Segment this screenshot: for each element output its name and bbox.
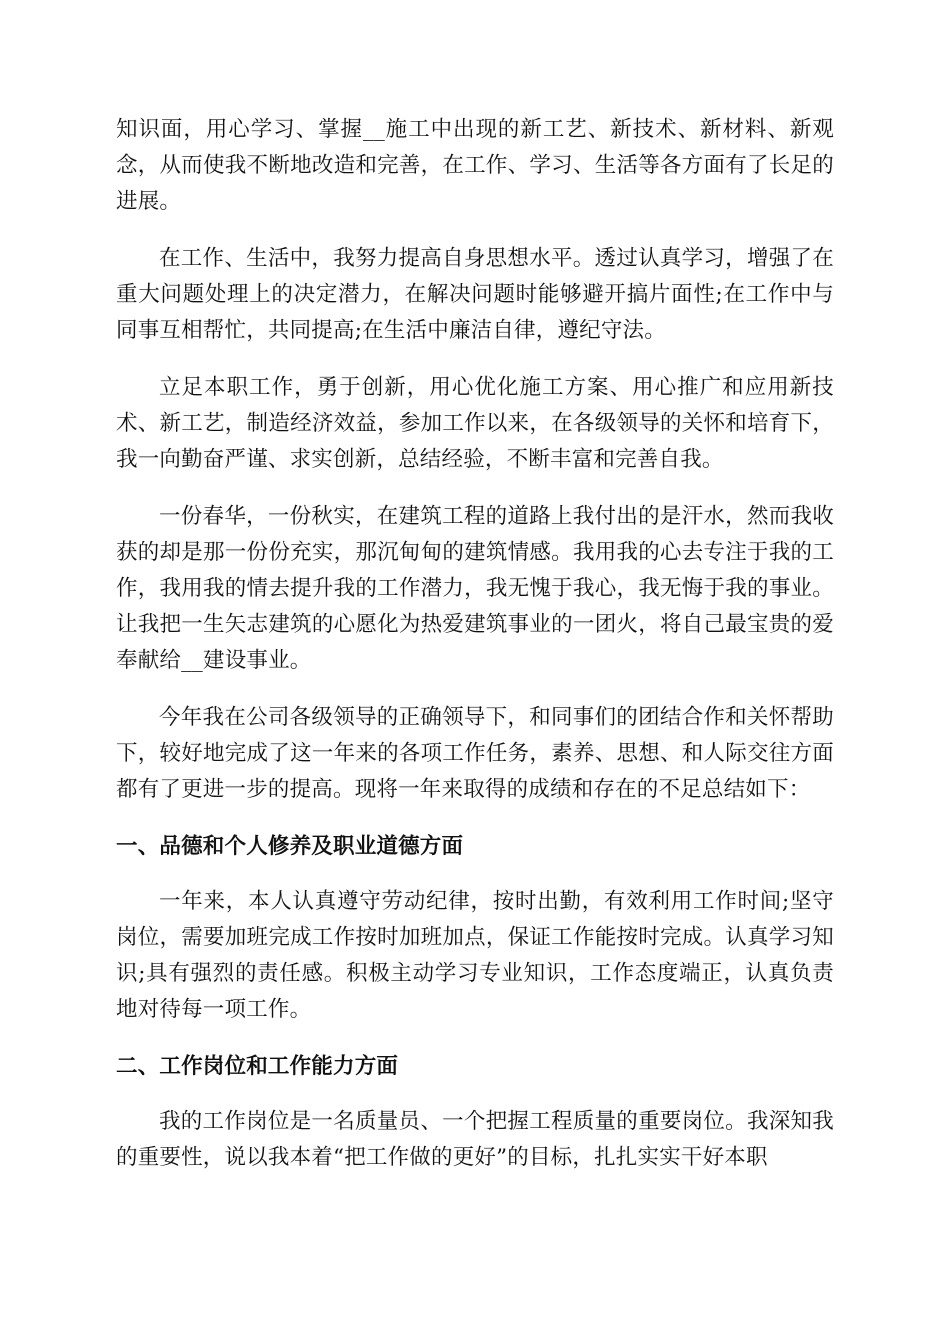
- paragraph-dedication: 一份春华，一份秋实，在建筑工程的道路上我付出的是汗水，然而我收获的却是那一份份充实，那沉甸甸的建筑情感。我用我的心去专注于我的工作，我用我的情去提升我的工作潜力，我无愧于我心，我无悔于我的事业。让我把一生矢志建筑的心愿化为热爱建筑事业的一团火，将自己最宝贵的爱奉献给__建设事业。: [116, 504, 834, 673]
- paragraph-ethics: 一年来，本人认真遵守劳动纪律，按时出勤，有效利用工作时间;坚守岗位，需要加班完成工作按时加班加点，保证工作能按时完成。认真学习知识;具有强烈的责任感。积极主动学习专业知识，工作态度端正，认真负责地对待每一项工作。: [116, 889, 834, 1022]
- paragraph-job-role: 我的工作岗位是一名质量员、一个把握工程质量的重要岗位。我深知我的重要性，说以我本着“把工作做的更好”的目标，扎扎实实干好本职: [116, 1109, 834, 1170]
- section-heading-ethics: 一、品德和个人修养及职业道德方面: [116, 834, 464, 859]
- paragraph-summary-intro: 今年我在公司各级领导的正确领导下，和同事们的团结合作和关怀帮助下，较好地完成了这一年来的各项工作任务，素养、思想、和人际交往方面都有了更进一步的提高。现将一年来取得的成绩和存在的不足总结如下：: [116, 705, 834, 802]
- paragraph-thought-improvement: 在工作、生活中，我努力提高自身思想水平。透过认真学习，增强了在重大问题处理上的决定潜力，在解决问题时能够避开搞片面性;在工作中与同事互相帮忙，共同提高;在生活中廉洁自律，遵纪守法。: [116, 246, 834, 343]
- document-page: [116, 112, 834, 1197]
- paragraph-innovation: 立足本职工作，勇于创新，用心优化施工方案、用心推广和应用新技术、新工艺，制造经济效益，参加工作以来，在各级领导的关怀和培育下，我一向勤奋严谨、求实创新，总结经验，不断丰富和完善自我。: [116, 375, 834, 472]
- paragraph-continuation: 知识面，用心学习、掌握__施工中出现的新工艺、新技术、新材料、新观念，从而使我不断地改造和完善，在工作、学习、生活等各方面有了长足的进展。: [116, 117, 834, 214]
- section-heading-job-ability: 二、工作岗位和工作能力方面: [116, 1054, 399, 1079]
